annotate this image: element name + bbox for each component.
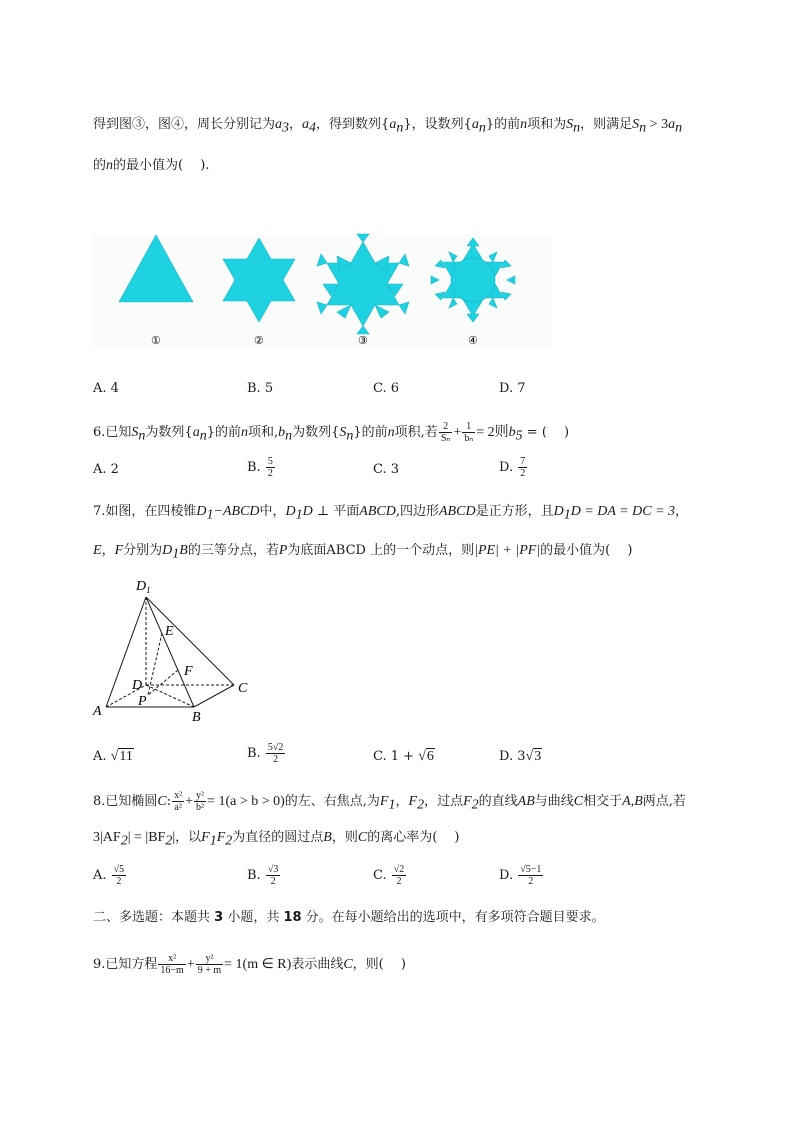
q7-option-a[interactable]: A. √11 bbox=[93, 749, 133, 764]
section-2-heading: 二、多选题：本题共 3 小题，共 18 分。在每小题给出的选项中，有多项符合题目要求。 bbox=[93, 910, 605, 925]
q6-fraction-1: $\frac{2}{\text{Sₙ}}$ bbox=[440, 421, 451, 444]
q7-line-2: E，F分别为$D_1B$的三等分点，若P为底面ABCD 上的一个动点，则|PE| + |PF|的最小值为( ) bbox=[93, 543, 633, 562]
pyramid-figure bbox=[90, 575, 260, 725]
q5-line-1: 得到图③，图④，周长分别记为$a_3$，$a_4$，得到数列$\{a_n\}$，设数列$\{a_n\}$的前n项和为$S_n$，则满足$S_n > 3a_n$ bbox=[93, 117, 683, 136]
q7-option-c[interactable]: C. 1 + √6 bbox=[373, 749, 434, 764]
q5-option-d[interactable]: D. 7 bbox=[499, 381, 526, 396]
q9-stem: 9.已知方程 $\frac{\text{x²}}{16-m}$ + $\frac{\text{y²}}{9 + m}$ = 1(m ∈ R)表示曲线C，则( ) bbox=[93, 953, 406, 976]
figure-label-4: ④ bbox=[468, 335, 478, 347]
q5-option-c[interactable]: C. 6 bbox=[373, 381, 400, 396]
label-b: B bbox=[192, 710, 201, 725]
segment-e-p bbox=[148, 633, 162, 695]
q7-line-1: 7.如图，在四棱锥$D_1-ABCD$中，$D_1D$ ⊥ 平面ABCD,四边形ABCD是正方形，且$D_1D$ = DA = DC = 3， bbox=[93, 504, 689, 523]
snowflake-figure bbox=[93, 230, 553, 355]
figure-label-1: ① bbox=[151, 335, 161, 347]
q6-fraction-2: $\frac{1}{\text{bₙ}}$ bbox=[464, 421, 474, 444]
figure-label-3: ③ bbox=[358, 335, 368, 347]
label-c: C bbox=[238, 681, 248, 696]
q5-option-b[interactable]: B. 5 bbox=[247, 381, 274, 396]
q6-option-a[interactable]: A. 2 bbox=[93, 462, 119, 477]
label-f: F bbox=[184, 664, 193, 679]
q7-option-b[interactable]: B. $\frac{5√2}{2}$ bbox=[247, 742, 284, 765]
label-e: E bbox=[165, 624, 174, 639]
q7-option-d[interactable]: D. 3√3 bbox=[499, 749, 542, 764]
q8-option-d[interactable]: D. $\frac{√5-1}{2}$ bbox=[499, 864, 542, 887]
label-p: P bbox=[138, 694, 147, 709]
q8-option-c[interactable]: C. $\frac{√2}{2}$ bbox=[373, 864, 405, 887]
q5-line-2: 的n的最小值为( ). bbox=[93, 158, 210, 173]
q6-option-d[interactable]: D. $\frac{7}{2}$ bbox=[499, 456, 526, 479]
q8-line-2: $3|AF_2| = |BF_2|$，以$F_1F_2$为直径的圆过点B，则C的离心率为( ) bbox=[93, 830, 460, 849]
label-d1: $D_1$ bbox=[136, 579, 151, 595]
q6-option-c[interactable]: C. 3 bbox=[373, 462, 400, 477]
q8-option-b[interactable]: B. $\frac{√3}{2}$ bbox=[247, 864, 279, 887]
q5-option-a[interactable]: A. 4 bbox=[93, 381, 119, 396]
edge-b-c bbox=[194, 685, 234, 707]
label-d: D bbox=[132, 678, 143, 693]
snowflake-figure-svg bbox=[93, 230, 553, 355]
q6-stem: 6.已知$S_n$为数列$\{a_n\}$的前n项和$,b_n$为数列$\{S_n\}$的前n项积,若 $\frac{2}{\text{Sₙ}}$ + $\frac{1}{\text{bₙ}}$ = 2则$b_5$ = ( ) bbox=[93, 421, 570, 444]
q8-line-1: 8.已知椭圆C: $\frac{\text{x²}}{\text{a²}}$ + $\frac{\text{y²}}{\text{b²}}$ = 1(a > b > 0)的左、右焦点,为$F_1$，$F_2$，过点$F_2$的直线AB与曲线C相交于A,B两点,若 bbox=[93, 790, 686, 813]
pyramid-figure-svg bbox=[90, 575, 260, 725]
diagonal-d-b bbox=[146, 685, 194, 707]
figure-label-2: ② bbox=[254, 335, 264, 347]
q6-option-b[interactable]: B. $\frac{5}{2}$ bbox=[247, 456, 273, 479]
label-a: A bbox=[93, 704, 102, 719]
q8-option-a[interactable]: A. $\frac{√5}{2}$ bbox=[93, 864, 125, 887]
